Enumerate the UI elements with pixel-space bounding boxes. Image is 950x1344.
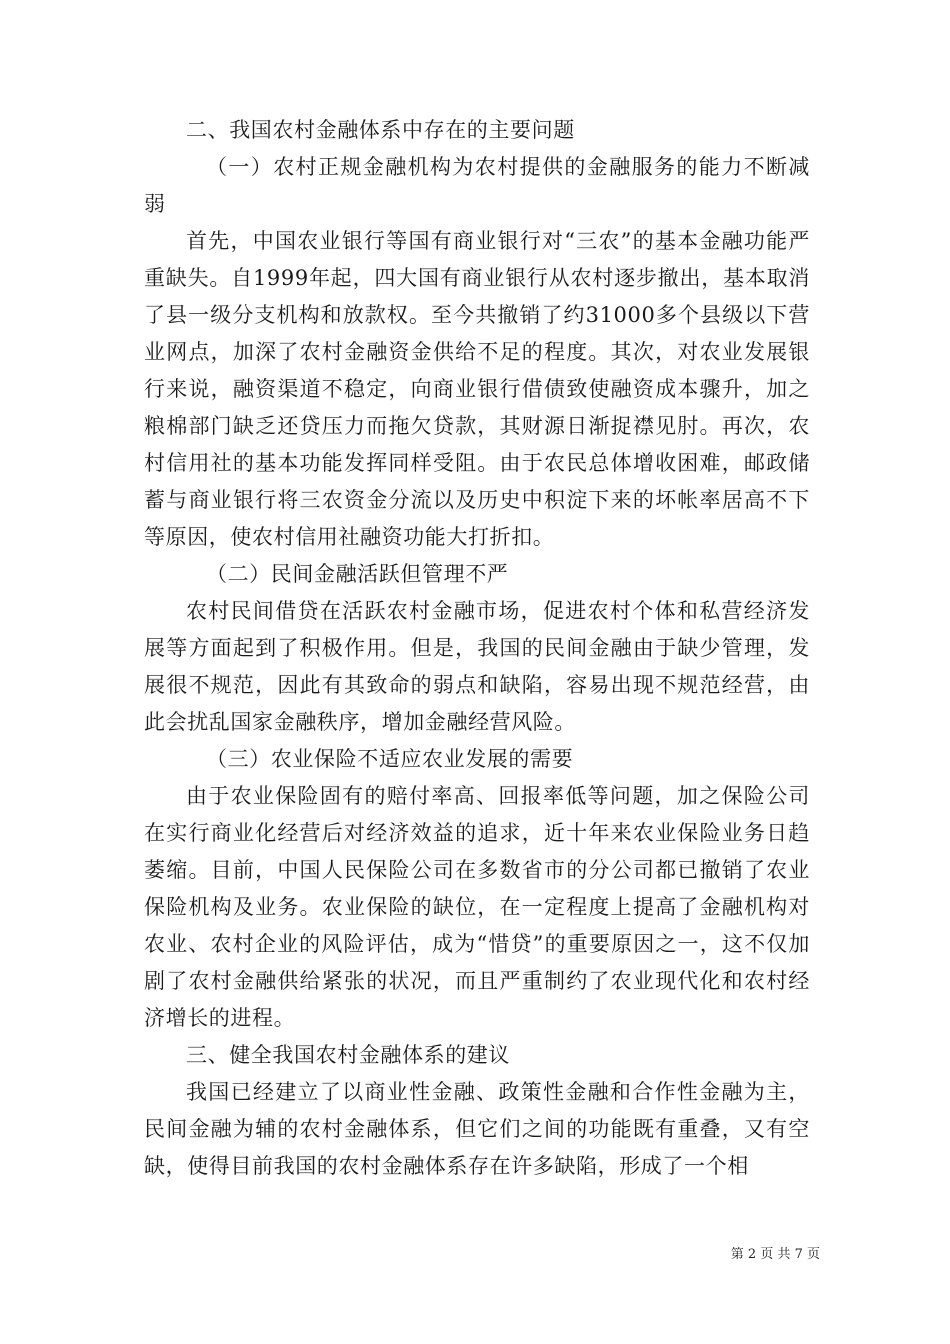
body-paragraph: 首先，中国农业银行等国有商业银行对“三农”的基本金融功能严重缺失。自1999年起，四大国有商业银行从农村逐步撤出，基本取消了县一级分支机构和放款权。至今共撤销了约31000多个县级以下营业网点，加深了农村金融资金供给不足的程度。其次，对农业发展银行来说，融资渠道不稳定，向商业银行借债致使融资成本骤升，加之粮棉部门缺乏还贷压力而拖欠贷款，其财源日渐捉襟见肘。再次，农村信用社的基本功能发挥同样受阻。由于农民总体增收困难，邮政储蓄与商业银行将三农资金分流以及历史中积淀下来的坏帐率居高不下等原因，使农村信用社融资功能大打折扣。 bbox=[144, 229, 810, 549]
subsection-heading: （二）民间金融活跃但管理不严 bbox=[206, 562, 509, 586]
body-paragraph: 农村民间借贷在活跃农村金融市场，促进农村个体和私营经济发展等方面起到了积极作用。但是，我国的民间金融由于缺少管理，发展很不规范，因此有其致命的弱点和缺陷，容易出现不规范经营，由此会扰乱国家金融秩序，增加金融经营风险。 bbox=[144, 599, 810, 734]
subsection-heading: （一）农村正规金融机构为农村提供的金融服务的能力不断减弱 bbox=[144, 155, 810, 216]
body-paragraph: 由于农业保险固有的赔付率高、回报率低等问题，加之保险公司在实行商业化经营后对经济效益的追求，近十年来农业保险业务日趋萎缩。目前，中国人民保险公司在多数省市的分公司都已撤销了农业保险机构及业务。农业保险的缺位，在一定程度上提高了金融机构对农业、农村企业的风险评估，成为“惜贷”的重要原因之一，这不仅加剧了农村金融供给紧张的状况，而且严重制约了农业现代化和农村经济增长的进程。 bbox=[144, 784, 810, 1030]
section-heading: 二、我国农村金融体系中存在的主要问题 bbox=[186, 118, 575, 142]
subsection-heading: （三）农业保险不适应农业发展的需要 bbox=[206, 747, 574, 771]
page-number: 第 2 页 共 7 页 bbox=[730, 1247, 820, 1262]
body-paragraph: 我国已经建立了以商业性金融、政策性金融和合作性金融为主，民间金融为辅的农村金融体系，但它们之间的功能既有重叠，又有空缺，使得目前我国的农村金融体系存在许多缺陷，形成了一个相 bbox=[144, 1080, 810, 1178]
document-body bbox=[144, 112, 810, 1185]
section-heading: 三、健全我国农村金融体系的建议 bbox=[186, 1043, 510, 1067]
